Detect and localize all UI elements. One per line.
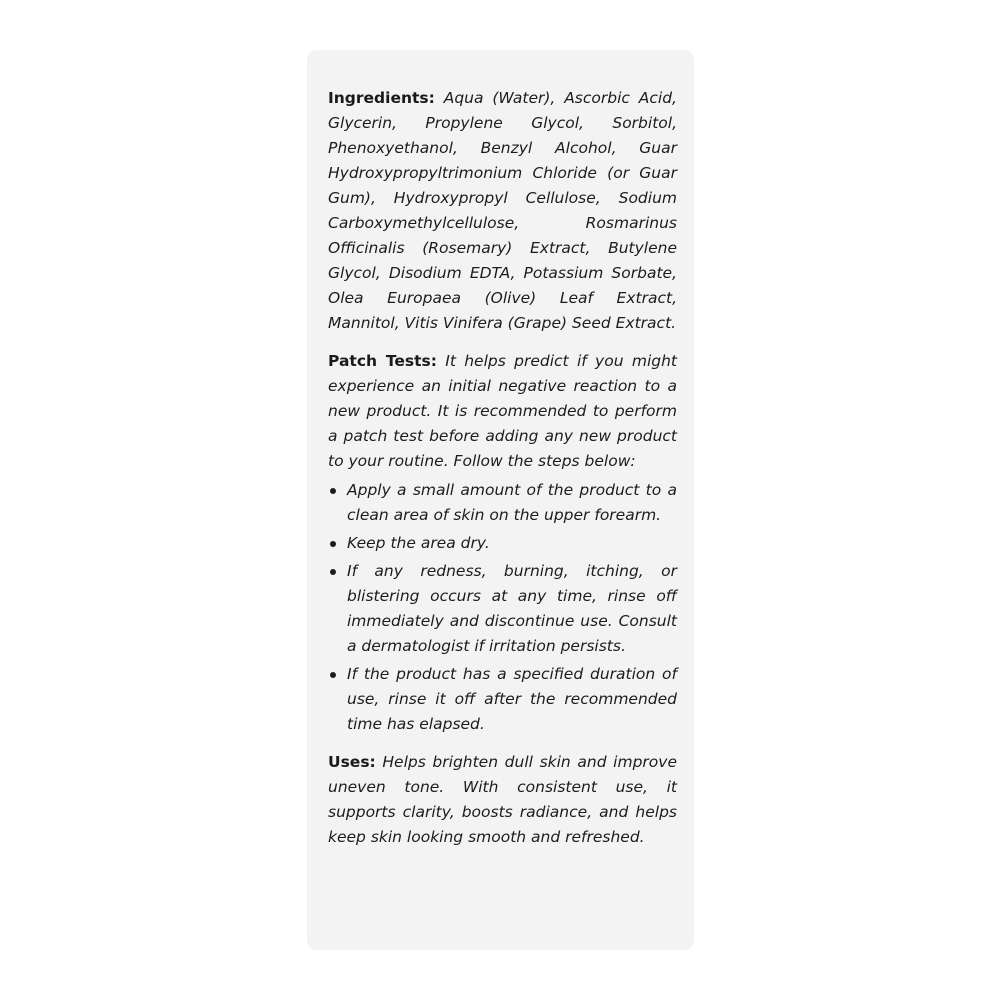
patch-test-step [328,662,677,737]
patch-tests-text: It helps predict if you might experience an initial negative reaction to a new product. It is recommended to perform a patch test before adding any new product to your routine. Follow the steps below: [328,352,677,470]
bullet-icon [330,569,336,575]
bullet-icon [330,672,336,678]
bullet-icon [330,488,336,494]
ingredients-heading: Ingredients: [328,89,435,107]
ingredients-text: Aqua (Water), Ascorbic Acid, Glycerin, Propylene Glycol, Sorbitol, Phenoxyethanol, Benzyl Alcohol, Guar Hydroxypropyltrimonium Chloride (or Guar Gum), Hydroxypropyl Cellulose, Sodium Carboxymethylcellulose, Rosmarinus Officinalis (Rosemary) Extract, Butylene Glycol, Disodium EDTA, Potassium Sorbate, Olea Europaea (Olive) Leaf Extract, Mannitol, Vitis Vinifera (Grape) Seed Extract. [328,89,677,332]
uses-section [328,750,677,850]
patch-test-step-text: If the product has a specified duration of use, rinse it off after the recommended time has elapsed. [347,665,677,733]
patch-test-step [328,559,677,659]
uses-heading: Uses: [328,753,376,771]
patch-test-step [328,478,677,528]
patch-test-step-text: Keep the area dry. [347,534,490,552]
uses-text: Helps brighten dull skin and improve uneven tone. With consistent use, it supports clarity, boosts radiance, and helps keep skin looking smooth and refreshed. [328,753,677,846]
patch-test-step [328,531,677,556]
patch-tests-heading: Patch Tests: [328,352,437,370]
bullet-icon [330,541,336,547]
product-label-card [307,50,694,950]
patch-tests-section [328,349,677,474]
patch-test-step-text: If any redness, burning, itching, or blistering occurs at any time, rinse off immediately and discontinue use. Consult a dermatologist if irritation persists. [347,562,677,655]
patch-test-steps-list [328,478,677,737]
patch-test-step-text: Apply a small amount of the product to a clean area of skin on the upper forearm. [347,481,677,524]
ingredients-section [328,86,677,336]
